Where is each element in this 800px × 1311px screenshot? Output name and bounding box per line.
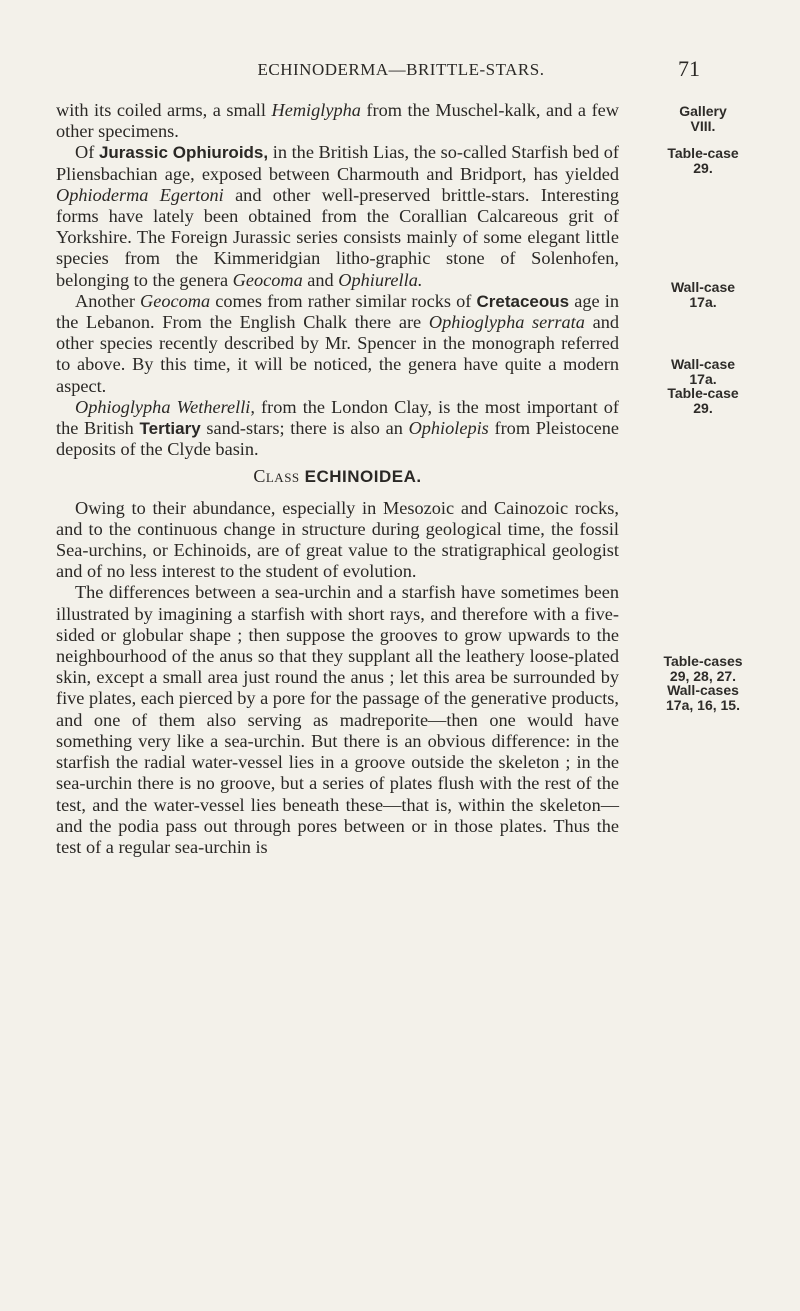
genus-name: Hemiglypha xyxy=(271,100,361,120)
margin-note-line: Table-case xyxy=(667,385,739,401)
bold-term: Tertiary xyxy=(139,419,201,439)
species-name: Ophioglypha Wetherelli, xyxy=(75,396,255,417)
text-run: in the British Lias, the so-called Starfish bed of Pliensbachian age, exposed between Charmouth and Bridport, has yielded xyxy=(56,142,619,184)
text-run: age in the Lebanon. From the English Chalk there are xyxy=(56,290,619,333)
text-run: from the London Clay, is the most important of the British xyxy=(56,396,619,439)
running-title: ECHINODERMA—BRITTLE-STARS. xyxy=(257,60,545,79)
paragraph-6: The differences between a sea-urchin and a starfish have sometimes been illustrated by imagining a starfish with short rays, and therefore with a five-sided or globular shape ; then suppose the grooves to grow upwards to the neighbourhood of the anus so that they supplant all the leathery loose-plated skin, except a small area just round the anus ; let this area be surrounded by five plates, each pierced by a pore for the passage of the generative products, and one of them also serving as madreporite—then one would have something very like a sea-urchin. But there is an obvious difference: in the starfish the radial water-vessel lies in a groove outside the skeleton ; in the sea-urchin there is no groove, but a series of plates flush with the rest of the test, and the water-vessel lies beneath these—that is, within the skeleton—and the podia pass out through pores between or in those plates. Thus the test of a regular sea-urchin is xyxy=(56,582,619,857)
text-run: with its coiled arms, a small xyxy=(56,100,272,120)
text-run: from the Muschel-kalk, and a few other specimens. xyxy=(56,100,619,142)
genus-name: Geocoma xyxy=(140,290,211,311)
text-run: sand-stars; there is also an xyxy=(200,418,409,439)
margin-note-line: Table-cases xyxy=(663,653,743,669)
margin-note-line: VIII. xyxy=(690,117,716,134)
class-name: ECHINOIDEA. xyxy=(304,467,422,487)
paragraph-5: Owing to their abundance, especially in Mesozoic and Cainozoic rocks, and to the continuous change in structure during geological time, the fossil Sea-urchins, or Echinoids, are of great value to the stratigraphical geologist and of no less interest to the student of evolution. xyxy=(56,497,619,582)
margin-note-echinoid-cases xyxy=(628,654,778,712)
text-run: and xyxy=(302,269,339,290)
page-header xyxy=(56,56,746,84)
body-text xyxy=(56,100,619,858)
margin-note-line: Wall-case xyxy=(670,356,736,372)
margin-note-line: Wall-cases xyxy=(667,682,739,698)
genus-name: Ophiolepis xyxy=(408,418,489,439)
margin-note-table-case xyxy=(628,146,778,175)
margin-note-gallery xyxy=(628,104,778,133)
margin-note-line: 29. xyxy=(693,159,713,176)
text-run: and other species recently described by Mr. Spencer in the monograph referred to above. By this time, it will be noticed, the genera have quite a modern aspect. xyxy=(56,312,619,396)
paragraph-2 xyxy=(56,142,619,290)
margin-note-line: Gallery xyxy=(679,103,727,119)
margin-note-line: Wall-case xyxy=(670,279,736,295)
text-run: from Pleistocene deposits of the Clyde basin. xyxy=(56,418,620,460)
margin-note-wall-table-case xyxy=(628,357,778,415)
text-run: and other well-preserved brittle-stars. Interesting forms have lately been obtained from the Corallian Calcareous grit of Yorkshire. The Foreign Jurassic series consists mainly of some elegant little species from the Kimmeridgian litho-graphic stone of Solenhofen, belonging to the genera xyxy=(56,184,619,290)
class-heading xyxy=(56,466,619,487)
margin-note-line: 17a. xyxy=(689,293,717,310)
text-run: Another xyxy=(75,290,141,311)
bold-term: Cretaceous xyxy=(476,291,570,311)
paragraph-1 xyxy=(56,100,619,142)
margin-note-line: 29. xyxy=(693,399,713,416)
paragraph-3 xyxy=(56,291,619,397)
text-run: Of xyxy=(75,142,99,163)
species-name: Ophioglypha serrata xyxy=(428,312,585,333)
bold-term: Jurassic Ophiuroids, xyxy=(98,143,269,163)
margin-note-line: 17a. xyxy=(689,370,717,387)
paragraph-4 xyxy=(56,397,619,461)
genus-name: Geocoma xyxy=(232,269,303,290)
class-label: Class xyxy=(253,466,300,487)
margin-note-line: 29, 28, 27. xyxy=(669,667,737,684)
margin-note-line: Table-case xyxy=(667,145,739,161)
text-run: comes from rather similar rocks of xyxy=(210,290,477,311)
page-number: 71 xyxy=(678,56,700,81)
genus-name: Ophiurella. xyxy=(338,269,423,290)
margin-note-wall-case xyxy=(628,280,778,309)
margin-note-line: 17a, 16, 15. xyxy=(666,696,740,713)
species-name: Ophioderma Egertoni xyxy=(56,184,224,205)
